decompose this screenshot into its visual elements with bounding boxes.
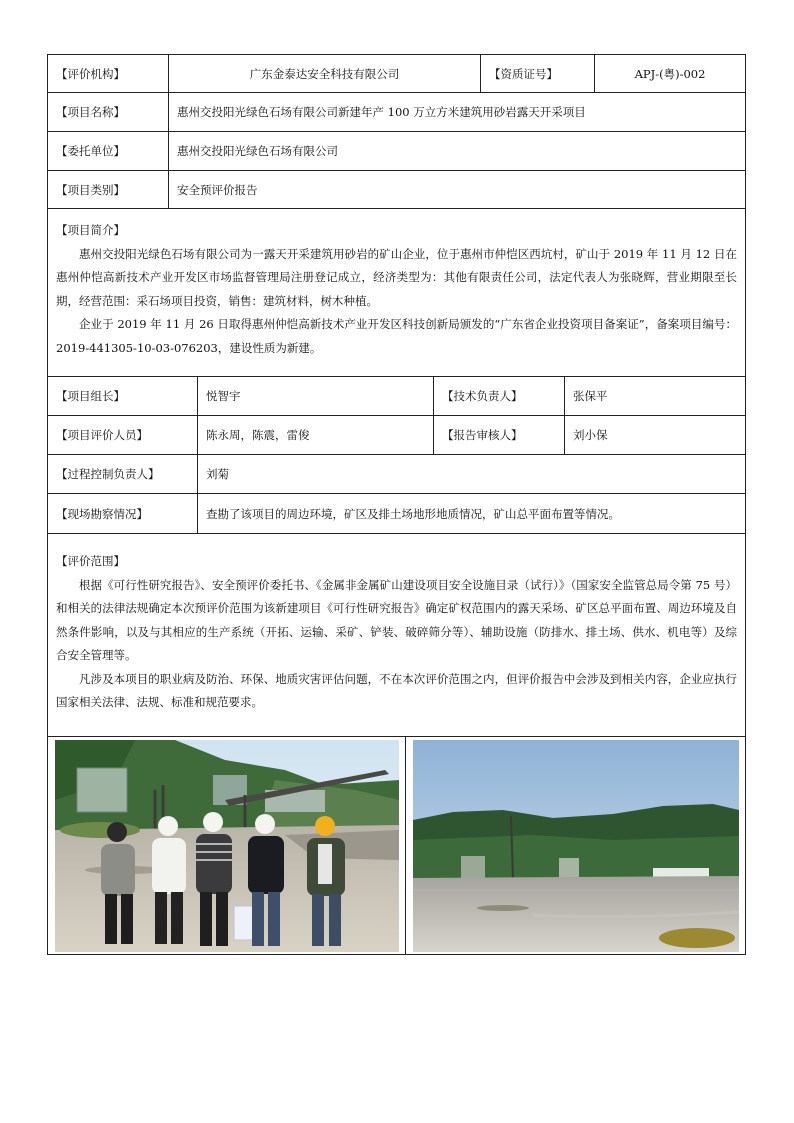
reviewer-value: 刘小保 <box>573 428 608 442</box>
process-row <box>47 455 746 494</box>
category-row <box>47 171 746 209</box>
intro-paragraph-2: 企业于 2019 年 11 月 26 日取得惠州仲恺高新技术产业开发区科技创新局颁发的“广东省企业投资项目备案证”，备案项目编号：2019-441305-10-03-076203，建设性质为新建。 <box>56 317 737 355</box>
tech-lead-value: 张保平 <box>573 389 608 403</box>
site-team-photo <box>55 740 399 952</box>
tech-lead-label: 【技术负责人】 <box>434 377 565 415</box>
project-name-value: 惠州交投阳光绿色石场有限公司新建年产 100 万立方米建筑用砂岩露天开采项目 <box>177 105 586 119</box>
evaluation-scope <box>47 534 746 737</box>
cert-label: 【资质证号】 <box>481 55 595 92</box>
evaluators-label: 【项目评价人员】 <box>48 416 198 454</box>
category-label: 【项目类别】 <box>48 171 169 208</box>
client-row <box>47 132 746 171</box>
project-intro <box>47 209 746 377</box>
leader-row <box>47 377 746 416</box>
survey-value: 查勘了该项目的周边环境，矿区及排土场地形地质情况，矿山总平面布置等情况。 <box>206 506 620 521</box>
scope-paragraph-1: 根据《可行性研究报告》、安全预评价委托书、《金属非金属矿山建设项目安全设施目录（试行）》（国家安全监管总局令第 75 号）和相关的法律法规确定本次预评价范围为该新建项目《可行性研究报告》确定矿权范围内的露天采场、矿区总平面布置、周边环境及自然条件影响，以及与其相应的生产系统（开拓、运输、采矿、铲装、破碎筛分等）、辅助设施（防排水、排土场、供水、机电等）及综合安全管理等。 <box>56 577 737 662</box>
intro-paragraph-1: 惠州交投阳光绿色石场有限公司为一露天开采建筑用砂岩的矿山企业，位于惠州市仲恺区西坑村，矿山于 2019 年 11 月 12 日在惠州仲恺高新技术产业开发区市场监督管理局注册登记成立，经济类型为：其他有限责任公司，法定代表人为张晓辉，营业期限至长期，经营范围：采石场项目投资，销售：建筑材料，树木种植。 <box>56 246 737 308</box>
reviewer-label: 【报告审核人】 <box>434 416 565 454</box>
site-photos <box>47 737 746 955</box>
leader-value: 悦智宇 <box>198 377 434 415</box>
cert-value: APJ-(粤)-002 <box>634 66 706 81</box>
evaluators-row <box>47 416 746 455</box>
quarry-site-photo <box>413 740 739 952</box>
leader-label: 【项目组长】 <box>48 377 198 415</box>
scope-title: 【评价范围】 <box>56 554 125 568</box>
survey-label: 【现场勘察情况】 <box>48 494 198 533</box>
client-label: 【委托单位】 <box>48 132 169 170</box>
project-name-row <box>47 93 746 132</box>
scope-paragraph-2: 凡涉及本项目的职业病及防治、环保、地质灾害评估问题，不在本次评价范围之内，但评价报告中会涉及到相关内容，企业应执行国家相关法律、法规、标准和规范要求。 <box>56 671 737 709</box>
evaluators-value: 陈永周，陈震，雷俊 <box>198 416 434 454</box>
survey-row <box>47 494 746 534</box>
project-name-label: 【项目名称】 <box>48 93 169 131</box>
org-label: 【评价机构】 <box>48 55 169 92</box>
intro-title: 【项目简介】 <box>56 223 125 237</box>
org-row <box>47 54 746 93</box>
category-value: 安全预评价报告 <box>177 182 258 197</box>
process-label: 【过程控制负责人】 <box>48 455 198 493</box>
report-sheet <box>47 54 746 955</box>
process-value: 刘菊 <box>206 467 229 481</box>
client-value: 惠州交投阳光绿色石场有限公司 <box>177 144 338 158</box>
org-value: 广东金泰达安全科技有限公司 <box>169 55 481 92</box>
